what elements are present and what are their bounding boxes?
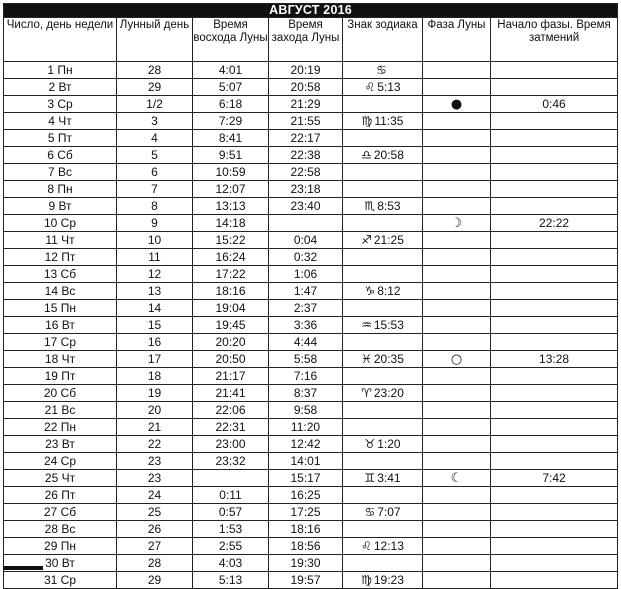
moon-phase-icon: ○ [450, 351, 463, 367]
phase-start-cell: 22:22 [491, 215, 618, 232]
table-row [4, 147, 618, 164]
zodiac-sign-icon: ♍ [361, 572, 372, 587]
phase-cell [423, 96, 491, 113]
zodiac-time: 12:13 [373, 538, 404, 553]
lunar-day-cell: 5 [117, 147, 193, 164]
moonset-cell: 16:25 [269, 487, 343, 504]
zodiac-cell [343, 198, 423, 215]
moon-phase-icon: ● [450, 96, 463, 112]
date-cell: 19 Пт [4, 368, 117, 385]
zodiac-cell [343, 215, 423, 232]
date-cell: 4 Чт [4, 113, 117, 130]
zodiac-time: 15:53 [373, 317, 404, 332]
date-cell: 30 Вт [4, 555, 117, 572]
zodiac-sign-icon: ♑ [364, 283, 376, 298]
zodiac-time: 20:58 [373, 147, 404, 162]
lunar-day-cell: 24 [117, 487, 193, 504]
phase-start-cell [491, 317, 618, 334]
phase-cell [423, 368, 491, 385]
table-row [4, 436, 618, 453]
phase-cell [423, 266, 491, 283]
zodiac-cell [343, 487, 423, 504]
zodiac-cell [343, 266, 423, 283]
phase-cell [423, 198, 491, 215]
moonrise-cell: 19:45 [193, 317, 269, 334]
table-row [4, 555, 618, 572]
phase-start-cell [491, 487, 618, 504]
phase-cell [423, 572, 491, 589]
lunar-day-cell: 19 [117, 385, 193, 402]
phase-cell [423, 487, 491, 504]
moonrise-cell: 16:24 [193, 249, 269, 266]
zodiac-cell [343, 538, 423, 555]
date-cell: 13 Сб [4, 266, 117, 283]
phase-cell [423, 164, 491, 181]
moonrise-cell: 2:55 [193, 538, 269, 555]
table-row [4, 453, 618, 470]
phase-start-cell [491, 572, 618, 589]
zodiac-time: 11:35 [374, 113, 404, 128]
date-cell: 6 Сб [4, 147, 117, 164]
moonset-cell: 22:58 [269, 164, 343, 181]
phase-cell [423, 334, 491, 351]
table-row [4, 96, 618, 113]
zodiac-sign-icon: ♊ [364, 470, 376, 485]
table-row [4, 215, 618, 232]
moonrise-cell: 23:32 [193, 453, 269, 470]
date-cell: 8 Пн [4, 181, 117, 198]
moonrise-cell: 4:03 [193, 555, 269, 572]
table-row [4, 130, 618, 147]
moonset-cell: 21:55 [269, 113, 343, 130]
zodiac-sign-icon: ♒ [361, 317, 372, 332]
moonrise-cell: 19:04 [193, 300, 269, 317]
zodiac-sign-icon: ♍ [361, 113, 373, 128]
lunar-day-cell: 11 [117, 249, 193, 266]
date-cell: 24 Ср [4, 453, 117, 470]
table-row [4, 113, 618, 130]
phase-start-cell [491, 198, 618, 215]
date-cell: 21 Вс [4, 402, 117, 419]
moonset-cell: 8:37 [269, 385, 343, 402]
phase-start-cell [491, 402, 618, 419]
table-row [4, 487, 618, 504]
moonset-cell: 19:57 [269, 572, 343, 589]
table-row [4, 181, 618, 198]
zodiac-cell [343, 470, 423, 487]
phase-cell [423, 232, 491, 249]
zodiac-time: 21:25 [373, 232, 404, 247]
date-cell: 12 Пт [4, 249, 117, 266]
moonrise-cell [193, 470, 269, 487]
lunar-day-cell: 21 [117, 419, 193, 436]
moonset-cell: 1:47 [269, 283, 343, 300]
phase-start-cell [491, 266, 618, 283]
phase-start-cell [491, 385, 618, 402]
table-row [4, 62, 618, 79]
lunar-day-cell: 15 [117, 317, 193, 334]
date-cell: 2 Вт [4, 79, 117, 96]
lunar-day-cell: 18 [117, 368, 193, 385]
moonset-cell: 12:42 [269, 436, 343, 453]
moonrise-cell: 10:59 [193, 164, 269, 181]
zodiac-time: 3:41 [377, 470, 401, 485]
phase-start-cell [491, 334, 618, 351]
table-row [4, 198, 618, 215]
zodiac-time: 8:53 [377, 198, 401, 213]
table-row [4, 419, 618, 436]
zodiac-sign-icon: ♌ [364, 79, 376, 94]
lunar-day-cell: 9 [117, 215, 193, 232]
date-cell: 3 Ср [4, 96, 117, 113]
date-cell: 5 Пт [4, 130, 117, 147]
phase-start-cell [491, 538, 618, 555]
phase-cell [423, 453, 491, 470]
phase-start-cell [491, 368, 618, 385]
moonset-cell: 5:58 [269, 351, 343, 368]
phase-start-cell [491, 147, 618, 164]
lunar-day-cell: 1/2 [117, 96, 193, 113]
phase-cell [423, 555, 491, 572]
moonset-cell: 18:16 [269, 521, 343, 538]
zodiac-sign-icon: ♋ [376, 62, 387, 77]
moonrise-cell: 5:07 [193, 79, 269, 96]
lunar-day-cell: 3 [117, 113, 193, 130]
phase-start-cell [491, 300, 618, 317]
lunar-day-cell: 12 [117, 266, 193, 283]
moonrise-cell: 15:22 [193, 232, 269, 249]
phase-start-cell [491, 555, 618, 572]
zodiac-cell [343, 351, 423, 368]
table-row [4, 232, 618, 249]
date-cell: 26 Пт [4, 487, 117, 504]
phase-start-cell [491, 62, 618, 79]
phase-cell [423, 436, 491, 453]
phase-cell [423, 385, 491, 402]
zodiac-time: 19:23 [373, 572, 404, 587]
phase-start-cell [491, 232, 618, 249]
zodiac-cell [343, 79, 423, 96]
phase-cell [423, 419, 491, 436]
header-moonset: Время захода Луны [269, 18, 343, 62]
lunar-day-cell: 29 [117, 79, 193, 96]
moonset-cell: 9:58 [269, 402, 343, 419]
date-cell: 27 Сб [4, 504, 117, 521]
phase-cell [423, 504, 491, 521]
table-row [4, 504, 618, 521]
moonrise-cell: 21:41 [193, 385, 269, 402]
moonset-cell: 23:18 [269, 181, 343, 198]
zodiac-cell [343, 249, 423, 266]
table-row [4, 385, 618, 402]
phase-start-cell [491, 453, 618, 470]
table-row [4, 351, 618, 368]
moonrise-cell: 18:16 [193, 283, 269, 300]
lunar-day-cell: 13 [117, 283, 193, 300]
moonrise-cell: 0:11 [193, 487, 269, 504]
moonrise-cell: 12:07 [193, 181, 269, 198]
lunar-day-cell: 29 [117, 572, 193, 589]
phase-cell [423, 181, 491, 198]
moonset-cell: 15:17 [269, 470, 343, 487]
lunar-day-cell: 25 [117, 504, 193, 521]
phase-cell [423, 62, 491, 79]
moonset-cell: 23:40 [269, 198, 343, 215]
zodiac-cell [343, 300, 423, 317]
phase-cell [423, 113, 491, 130]
lunar-day-cell: 20 [117, 402, 193, 419]
date-cell: 20 Сб [4, 385, 117, 402]
phase-cell [423, 130, 491, 147]
moonset-cell: 22:38 [269, 147, 343, 164]
moonrise-cell: 21:17 [193, 368, 269, 385]
zodiac-time: 7:07 [377, 504, 401, 519]
zodiac-cell [343, 130, 423, 147]
zodiac-time: 1:20 [377, 436, 401, 451]
lunar-day-cell: 6 [117, 164, 193, 181]
moonset-cell: 1:06 [269, 266, 343, 283]
phase-start-cell: 13:28 [491, 351, 618, 368]
table-row [4, 79, 618, 96]
table-row [4, 402, 618, 419]
table-row [4, 368, 618, 385]
lunar-day-cell: 23 [117, 470, 193, 487]
zodiac-cell [343, 572, 423, 589]
phase-cell [423, 538, 491, 555]
zodiac-cell [343, 147, 423, 164]
table-row [4, 266, 618, 283]
phase-start-cell [491, 164, 618, 181]
phase-cell [423, 470, 491, 487]
lunar-day-cell: 28 [117, 555, 193, 572]
zodiac-sign-icon: ♉ [364, 436, 376, 451]
moonrise-cell: 1:53 [193, 521, 269, 538]
phase-cell [423, 147, 491, 164]
zodiac-cell [343, 385, 423, 402]
date-cell: 29 Пн [4, 538, 117, 555]
zodiac-time: 8:12 [377, 283, 401, 298]
lunar-day-cell: 26 [117, 521, 193, 538]
moonset-cell: 7:16 [269, 368, 343, 385]
lunar-day-cell: 23 [117, 453, 193, 470]
moonset-cell: 19:30 [269, 555, 343, 572]
moonset-cell: 22:17 [269, 130, 343, 147]
moonset-cell: 3:36 [269, 317, 343, 334]
moonrise-cell: 22:31 [193, 419, 269, 436]
zodiac-cell [343, 521, 423, 538]
zodiac-cell [343, 232, 423, 249]
zodiac-cell [343, 504, 423, 521]
header-date: Число, день недели [4, 18, 117, 62]
zodiac-cell [343, 555, 423, 572]
zodiac-cell [343, 317, 423, 334]
zodiac-cell [343, 334, 423, 351]
phase-cell [423, 300, 491, 317]
lunar-day-cell: 27 [117, 538, 193, 555]
zodiac-time: 5:13 [377, 79, 401, 94]
zodiac-cell [343, 96, 423, 113]
phase-cell [423, 402, 491, 419]
phase-cell [423, 351, 491, 368]
moonrise-cell: 9:51 [193, 147, 269, 164]
moonrise-cell: 6:18 [193, 96, 269, 113]
table-row [4, 164, 618, 181]
table-row [4, 538, 618, 555]
phase-cell [423, 79, 491, 96]
header-phase: Фаза Луны [423, 18, 491, 62]
date-cell: 7 Вс [4, 164, 117, 181]
phase-start-cell: 7:42 [491, 470, 618, 487]
lunar-day-cell: 14 [117, 300, 193, 317]
moonrise-cell: 4:01 [193, 62, 269, 79]
phase-cell [423, 215, 491, 232]
date-cell: 14 Вс [4, 283, 117, 300]
table-row [4, 283, 618, 300]
zodiac-sign-icon: ♋ [364, 504, 376, 519]
table-row [4, 572, 618, 589]
zodiac-cell [343, 436, 423, 453]
phase-start-cell [491, 249, 618, 266]
moonrise-cell: 20:50 [193, 351, 269, 368]
zodiac-cell [343, 181, 423, 198]
zodiac-time: 23:20 [373, 385, 404, 400]
moonset-cell: 21:29 [269, 96, 343, 113]
calendar-body [4, 62, 618, 589]
zodiac-cell [343, 62, 423, 79]
phase-start-cell [491, 79, 618, 96]
moonrise-cell: 17:22 [193, 266, 269, 283]
moonset-cell: 20:58 [269, 79, 343, 96]
date-cell: 25 Чт [4, 470, 117, 487]
date-cell: 11 Чт [4, 232, 117, 249]
header-moonrise: Время восхода Луны [193, 18, 269, 62]
month-title: АВГУСТ 2016 [4, 4, 618, 18]
header-phase-start: Начало фазы. Время затмений [491, 18, 618, 62]
moonset-cell: 0:32 [269, 249, 343, 266]
lunar-day-cell: 16 [117, 334, 193, 351]
phase-cell [423, 249, 491, 266]
lunar-day-cell: 8 [117, 198, 193, 215]
moonset-cell: 14:01 [269, 453, 343, 470]
zodiac-cell [343, 402, 423, 419]
phase-start-cell [491, 130, 618, 147]
date-cell: 31 Ср [4, 572, 117, 589]
footer-bar [3, 566, 43, 570]
date-cell: 22 Пн [4, 419, 117, 436]
moonset-cell: 2:37 [269, 300, 343, 317]
date-cell: 28 Вс [4, 521, 117, 538]
lunar-day-cell: 28 [117, 62, 193, 79]
phase-start-cell [491, 436, 618, 453]
moonrise-cell: 23:00 [193, 436, 269, 453]
phase-start-cell [491, 283, 618, 300]
zodiac-cell [343, 419, 423, 436]
zodiac-cell [343, 368, 423, 385]
date-cell: 16 Вт [4, 317, 117, 334]
phase-start-cell: 0:46 [491, 96, 618, 113]
moon-phase-icon: ☽ [450, 215, 463, 231]
moonrise-cell: 13:13 [193, 198, 269, 215]
lunar-day-cell: 22 [117, 436, 193, 453]
date-cell: 1 Пн [4, 62, 117, 79]
moonrise-cell: 22:06 [193, 402, 269, 419]
moonrise-cell: 8:41 [193, 130, 269, 147]
date-cell: 23 Вт [4, 436, 117, 453]
zodiac-sign-icon: ♌ [361, 538, 372, 553]
date-cell: 17 Ср [4, 334, 117, 351]
table-row [4, 249, 618, 266]
lunar-day-cell: 7 [117, 181, 193, 198]
table-row [4, 470, 618, 487]
zodiac-sign-icon: ♎ [361, 147, 372, 162]
moonset-cell: 17:25 [269, 504, 343, 521]
moonrise-cell: 14:18 [193, 215, 269, 232]
header-row [4, 18, 618, 62]
moonrise-cell: 5:13 [193, 572, 269, 589]
table-row [4, 521, 618, 538]
phase-cell [423, 317, 491, 334]
date-cell: 9 Вт [4, 198, 117, 215]
table-row [4, 334, 618, 351]
phase-start-cell [491, 181, 618, 198]
date-cell: 18 Чт [4, 351, 117, 368]
moon-phase-icon: ☾ [450, 470, 463, 486]
moonset-cell: 0:04 [269, 232, 343, 249]
moonrise-cell: 0:57 [193, 504, 269, 521]
phase-cell [423, 521, 491, 538]
phase-start-cell [491, 504, 618, 521]
table-row [4, 317, 618, 334]
moonset-cell: 20:19 [269, 62, 343, 79]
zodiac-sign-icon: ♈ [361, 385, 372, 400]
header-zodiac: Знак зодиака [343, 18, 423, 62]
lunar-day-cell: 17 [117, 351, 193, 368]
title-row [4, 4, 618, 18]
moonrise-cell: 20:20 [193, 334, 269, 351]
date-cell: 15 Пн [4, 300, 117, 317]
zodiac-cell [343, 453, 423, 470]
zodiac-time: 20:35 [373, 351, 404, 366]
phase-start-cell [491, 419, 618, 436]
zodiac-sign-icon: ♓ [361, 351, 372, 366]
moonrise-cell: 7:29 [193, 113, 269, 130]
zodiac-sign-icon: ♏ [364, 198, 376, 213]
moonset-cell [269, 215, 343, 232]
zodiac-cell [343, 164, 423, 181]
moonset-cell: 4:44 [269, 334, 343, 351]
zodiac-sign-icon: ♐ [361, 232, 372, 247]
date-cell: 10 Ср [4, 215, 117, 232]
lunar-day-cell: 4 [117, 130, 193, 147]
lunar-day-cell: 10 [117, 232, 193, 249]
moonset-cell: 18:56 [269, 538, 343, 555]
header-lunar-day: Лунный день [117, 18, 193, 62]
lunar-calendar-table [3, 3, 618, 589]
phase-start-cell [491, 113, 618, 130]
moonset-cell: 11:20 [269, 419, 343, 436]
phase-cell [423, 283, 491, 300]
zodiac-cell [343, 283, 423, 300]
phase-start-cell [491, 521, 618, 538]
zodiac-cell [343, 113, 423, 130]
table-row [4, 300, 618, 317]
